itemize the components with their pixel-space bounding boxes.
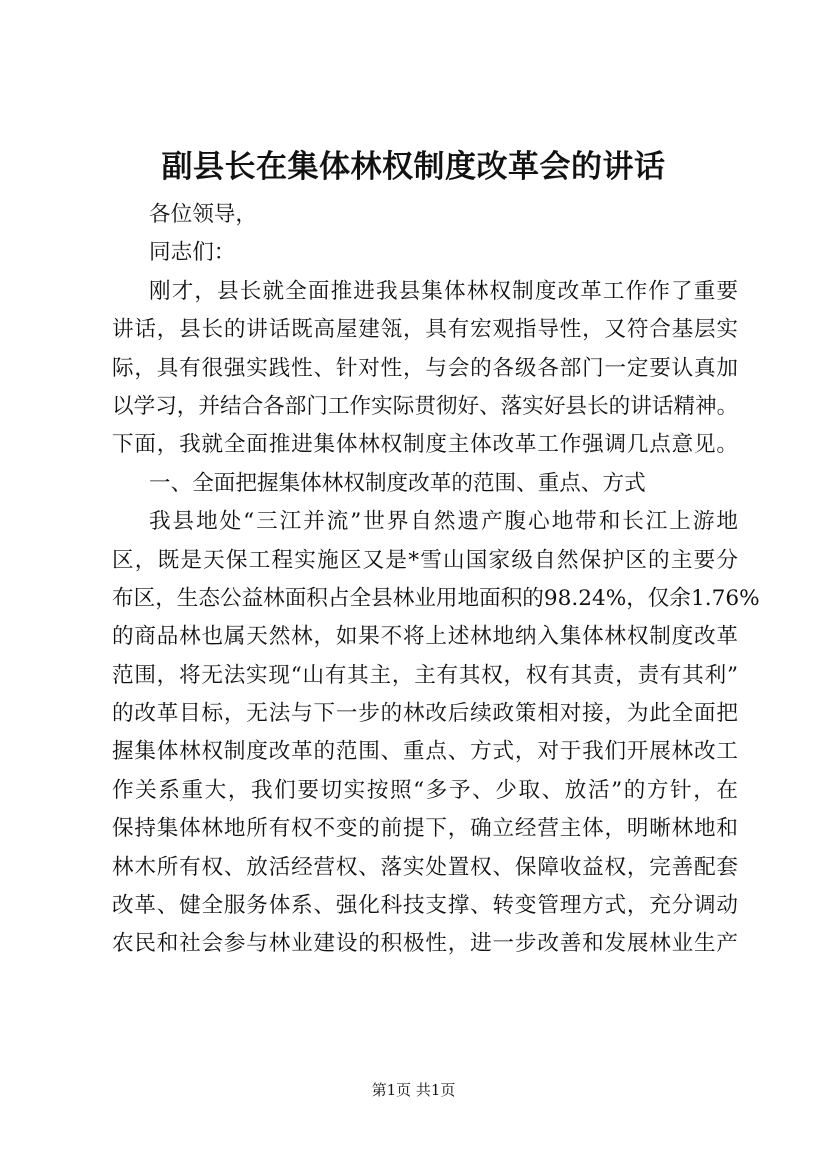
paragraph-line: 改革、健全服务体系、强化科技支撑、转变管理方式，充分调动 xyxy=(112,893,738,919)
document-body xyxy=(112,196,760,964)
paragraph-line: 区，既是天保工程实施区又是*雪山国家级自然保护区的主要分 xyxy=(112,547,738,573)
salutation-comrades: 同志们： xyxy=(149,240,236,266)
paragraph-line: 农民和社会参与林业建设的积极性，进一步改善和发展林业生产 xyxy=(112,931,738,957)
paragraph-line: 布区，生态公益林面积占全县林业用地面积的98.24%，仅余1.76% xyxy=(112,585,760,611)
paragraph-line: 讲话，县长的讲话既高屋建瓴，具有宏观指导性，又符合基层实 xyxy=(112,317,738,343)
paragraph-line: 的改革目标，无法与下一步的林改后续政策相对接，为此全面把 xyxy=(112,701,738,727)
paragraph-line: 刚才，县长就全面推进我县集体林权制度改革工作作了重要 xyxy=(149,278,738,304)
paragraph-line: 保持集体林地所有权不变的前提下，确立经营主体，明晰林地和 xyxy=(112,816,738,842)
paragraph-line: 作关系重大，我们要切实按照“多予、少取、放活”的方针，在 xyxy=(112,777,738,803)
paragraph-line: 下面，我就全面推进集体林权制度主体改革工作强调几点意见。 xyxy=(112,432,738,458)
paragraph-line: 范围，将无法实现“山有其主，主有其权，权有其责，责有其利” xyxy=(112,662,738,688)
section-heading: 一、全面把握集体林权制度改革的范围、重点、方式 xyxy=(149,470,646,496)
salutation-leaders: 各位领导， xyxy=(149,202,257,227)
paragraph-line: 林木所有权、放活经营权、落实处置权、保障收益权，完善配套 xyxy=(112,854,738,880)
page-footer: 第1页 共1页 xyxy=(371,1081,456,1099)
paragraph-line: 的商品林也属天然林，如果不将上述林地纳入集体林权制度改革 xyxy=(112,624,738,650)
document-title: 副县长在集体林权制度改革会的讲话 xyxy=(161,149,666,185)
paragraph-line: 以学习，并结合各部门工作实际贯彻好、落实好县长的讲话精神。 xyxy=(112,393,739,419)
paragraph-line: 我县地处“三江并流”世界自然遗产腹心地带和长江上游地 xyxy=(149,509,738,535)
paragraph-line: 际，具有很强实践性、针对性，与会的各级各部门一定要认真加 xyxy=(112,355,738,381)
paragraph-line: 握集体林权制度改革的范围、重点、方式，对于我们开展林改工 xyxy=(112,739,738,765)
